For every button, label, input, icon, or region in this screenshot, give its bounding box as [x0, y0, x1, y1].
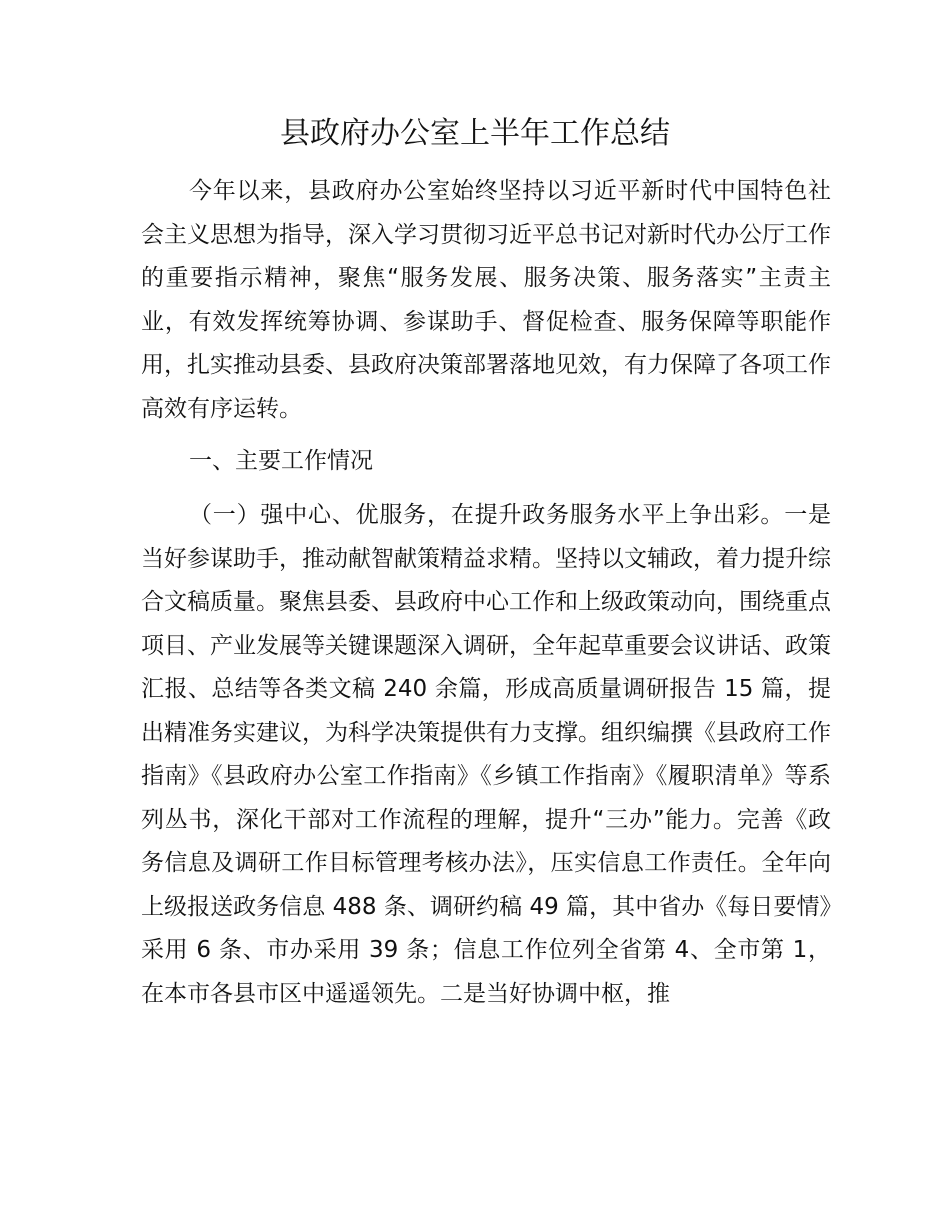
body-paragraph-1: （一）强中心、优服务，在提升政务服务水平上争出彩。一是当好参谋助手，推动献智献策精益求精。坚持以文辅政，着力提升综合文稿质量。聚焦县委、县政府中心工作和上级政策动向，围绕重点项目、产业发展等关键课题深入调研，全年起草重要会议讲话、政策汇报、总结等各类文稿 240 余篇，形成高质量调研报告 15 篇，提出精准务实建议，为科学决策提供有力支撑。组织编撰《县政府工作指南》《县政府办公室工作指南》《乡镇工作指南》《履职清单》等系列丛书，深化干部对工作流程的理解，提升“三办”能力。完善《政务信息及调研工作目标管理考核办法》，压实信息工作责任。全年向上级报送政务信息 488 条、调研约稿 49 篇，其中省办《每日要情》采用 6 条、市办采用 39 条；信息工作位列全省第 4、全市第 1，在本市各县市区中遥遥领先。二是当好协调中枢，推	[141, 502, 831, 1007]
document-title: 县政府办公室上半年工作总结	[280, 116, 670, 151]
intro-paragraph: 今年以来，县政府办公室始终坚持以习近平新时代中国特色社会主义思想为指导，深入学习贯彻习近平总书记对新时代办公厅工作的重要指示精神，聚焦“服务发展、服务决策、服务落实”主责主业，有效发挥统筹协调、参谋助手、督促检查、服务保障等职能作用，扎实推动县委、县政府决策部署落地见效，有力保障了各项工作高效有序运转。	[141, 178, 831, 422]
section-heading: 一、主要工作情况	[189, 448, 373, 474]
